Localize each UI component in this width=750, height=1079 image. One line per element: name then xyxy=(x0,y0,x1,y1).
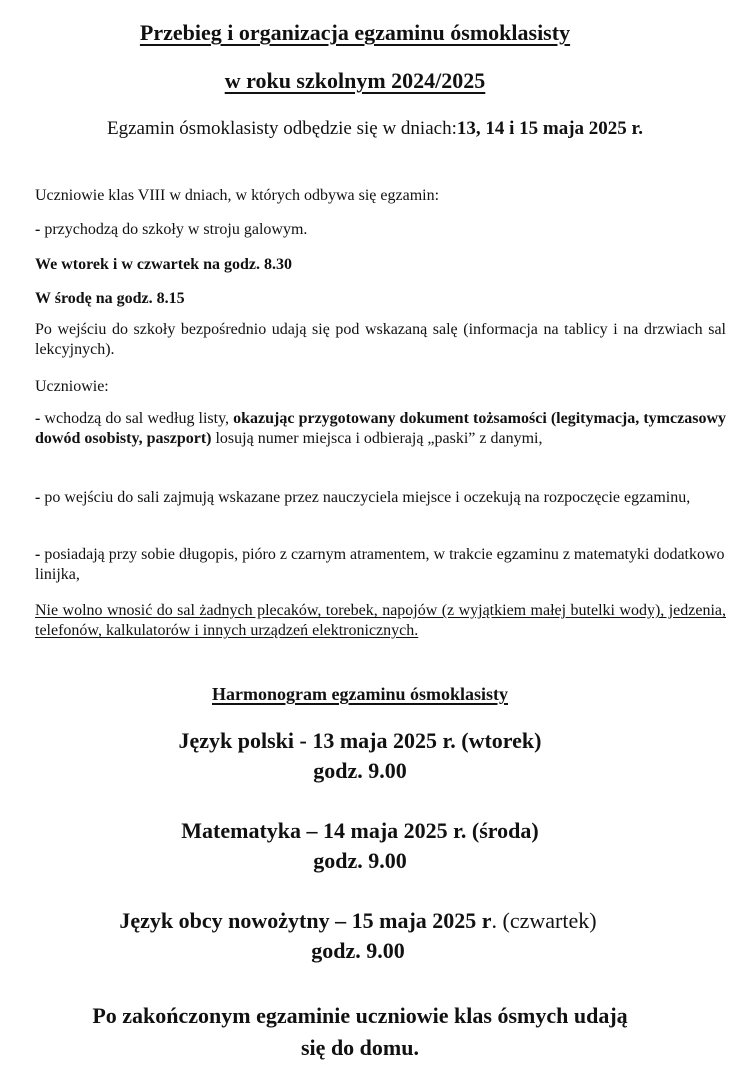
schedule-item-subject-bold: Język obcy nowożytny – 15 maja 2025 r xyxy=(119,908,492,933)
exam-dates-intro: Egzamin ósmoklasisty odbędzie się w dniach: xyxy=(107,118,457,139)
arrival-time-tue-thu: We wtorek i w czwartek na godz. 8.30 xyxy=(35,256,292,273)
schedule-item-math xyxy=(0,816,720,876)
document-title-line1: Przebieg i organizacja egzaminu ósmoklasisty xyxy=(139,20,571,45)
instruction-entry: Po wejściu do szkoły bezpośrednio udają się pod wskazaną salę (informacja na tablicy i na drzwiach sal lekcyjnych). xyxy=(35,321,726,358)
instruction-enter-text-a: wchodzą do sal według listy, xyxy=(44,410,234,427)
schedule-item-subject: Matematyka – 14 maja 2025 r. (środa) xyxy=(181,818,539,843)
arrival-time-wed: W środę na godz. 8.15 xyxy=(35,290,185,307)
bullet-dash: - xyxy=(35,489,45,506)
schedule-item-subject: Język polski - 13 maja 2025 r. (wtorek) xyxy=(178,728,542,753)
prohibited-items-notice: Nie wolno wnosić do sal żadnych plecaków, torebek, napojów (z wyjątkiem małej butelki wody), jedzenia, telefonów, kalkulatorów i innych urządzeń elektronicznych. xyxy=(35,602,726,639)
schedule-item-time: godz. 9.00 xyxy=(313,758,407,783)
exam-dates-value: 13, 14 i 15 maja 2025 r. xyxy=(456,118,643,139)
closing-note-line2: się do domu. xyxy=(301,1035,419,1060)
schedule-item-time: godz. 9.00 xyxy=(313,848,407,873)
schedule-item-subject-regular: . (czwartek) xyxy=(491,908,597,933)
schedule-heading: Harmonogram egzaminu ósmoklasisty xyxy=(212,684,508,704)
instruction-dress-text: przychodzą do szkoły w stroju galowym. xyxy=(44,221,308,238)
instruction-dress-code xyxy=(35,220,726,240)
bullet-dash: - xyxy=(35,546,45,563)
instruction-tools-text: posiadają przy sobie długopis, pióro z czarnym atramentem, w trakcie egzaminu z matematyki dodatkowo linijka, xyxy=(35,546,725,583)
instruction-take-seat-text: po wejściu do sali zajmują wskazane przez nauczyciela miejsce i oczekują na rozpoczęcie egzaminu, xyxy=(44,489,691,506)
instruction-enter-id-document: okazując przygotowany dokument tożsamości (legitymacja, tymczasowy dowód osobisty, paszport) xyxy=(35,410,726,447)
instructions-intro: Uczniowie klas VIII w dniach, w których odbywa się egzamin: xyxy=(35,187,440,204)
instruction-tools xyxy=(35,545,726,585)
bullet-dash: - xyxy=(35,221,45,238)
schedule-item-time: godz. 9.00 xyxy=(311,938,405,963)
students-label: Uczniowie: xyxy=(35,378,109,395)
schedule-item-subject xyxy=(0,906,716,936)
exam-dates xyxy=(0,118,750,140)
instruction-take-seat xyxy=(35,488,726,508)
closing-note xyxy=(0,1000,720,1064)
schedule-item-foreign-language xyxy=(0,906,716,966)
bullet-dash: - xyxy=(35,410,45,427)
instruction-enter-text-b: losują numer miejsca i odbierają „paski” z danymi, xyxy=(211,430,543,447)
closing-note-line1: Po zakończonym egzaminie uczniowie klas ósmych udają xyxy=(92,1003,628,1028)
document-title-line2: w roku szkolnym 2024/2025 xyxy=(224,68,486,93)
schedule-item-polish xyxy=(0,726,720,786)
instruction-enter-rooms xyxy=(35,409,726,449)
